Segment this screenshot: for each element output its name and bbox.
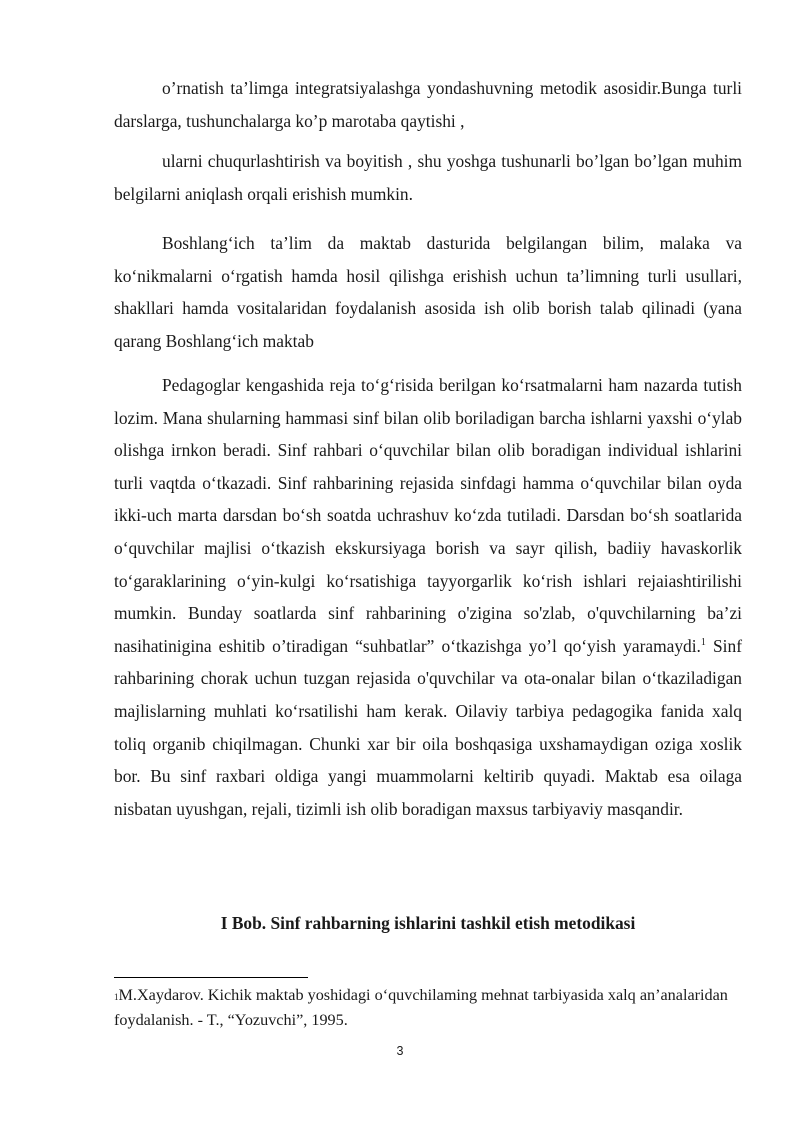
paragraph-1: o’rnatish ta’limga integratsiyalashga yondashuvning metodik asosidir.Bunga turli darslarga, tushunchalarga ko’p marotaba qaytishi , (114, 78, 742, 131)
footnote-reference[interactable]: 1 (700, 636, 706, 648)
footnote-mark: 1 (114, 992, 119, 1002)
footnote (114, 984, 742, 1032)
paragraph-4 (114, 369, 742, 825)
footnote-divider (114, 977, 308, 978)
footnote-text: M.Xaydarov. Kichik maktab yoshidagi o‘quvchilaming mehnat tarbiyasida xalq an’analaridan foydalanish. - T., “Yozuvchi”, 1995. (114, 986, 728, 1029)
chapter-heading: I Bob. Sinf rahbarning ishlarini tashkil etish metodikasi (220, 913, 636, 933)
paragraph-2: ularni chuqurlashtirish va boyitish , shu yoshga tushunarli bo’lgan bo’lgan muhim belgilarni aniqlash orqali erishish mumkin. (114, 151, 742, 204)
page-number: 3 (396, 1044, 404, 1058)
paragraph-3: Boshlang‘ich ta’lim da maktab dasturida belgilangan bilim, malaka va ko‘nikmalarni o‘rgatish hamda hosil qilishga erishish uchun ta’limning turli usullari, shakllari hamda vositalaridan foydalanish asosida ish olib borish talab qilinadi (yana qarang Boshlang‘ich maktab (114, 233, 742, 351)
paragraph-4-text-b: Sinf rahbarining chorak uchun tuzgan rejasida o'quvchilar va ota-onalar bilan o‘tkaziladigan majlislarning muhlati ko‘rsatilishi ham kerak. Oilaviy tarbiya pedagogika fanida xalq toliq organib chiqilmagan. Chunki xar bir oila boshqasiga uxshamaydigan oziga xoslik bor. Bu sinf raxbari oldiga yangi muammolarni keltirib quyadi. Maktab esa oilaga nisbatan uyushgan, rejali, tizimli ish olib boradigan maxsus tarbiyaviy masqandir. (114, 635, 742, 819)
paragraph-4-text-a: Pedagoglar kengashida reja to‘g‘risida berilgan ko‘rsatmalarni ham nazarda tutish lozim. Mana shularning hammasi sinf bilan olib boriladigan barcha ishlarni yaxshi o‘ylab olishga irnkon beradi. Sinf rahbari o‘quvchilar bilan olib boradigan individual ishlarini turli vaqtda o‘tkazadi. Sinf rahbarining rejasida sinfdagi hamma o‘quvchilar bilan oyda ikki-uch marta darsdan bo‘sh soatda uchrashuv ko‘zda tutiladi. Darsdan bo‘sh soatlarida o‘quvchilar majlisi o‘tkazish ekskursiyaga borish va sayr qilish, badiiy havaskorlik to‘garaklarining o‘yin-kulgi ko‘rsatishiga tayyorgarlik ko‘rish ishlari rejaiashtirilishi mumkin. Bunday soatlarda sinf rahbarining o'zigina so'zlab, o'quvchilarning ba’zi nasihatinigina eshitib o’tiradigan “suhbatlar” o‘tkazishga yo’l qo‘yish yaramaydi. (114, 375, 742, 656)
